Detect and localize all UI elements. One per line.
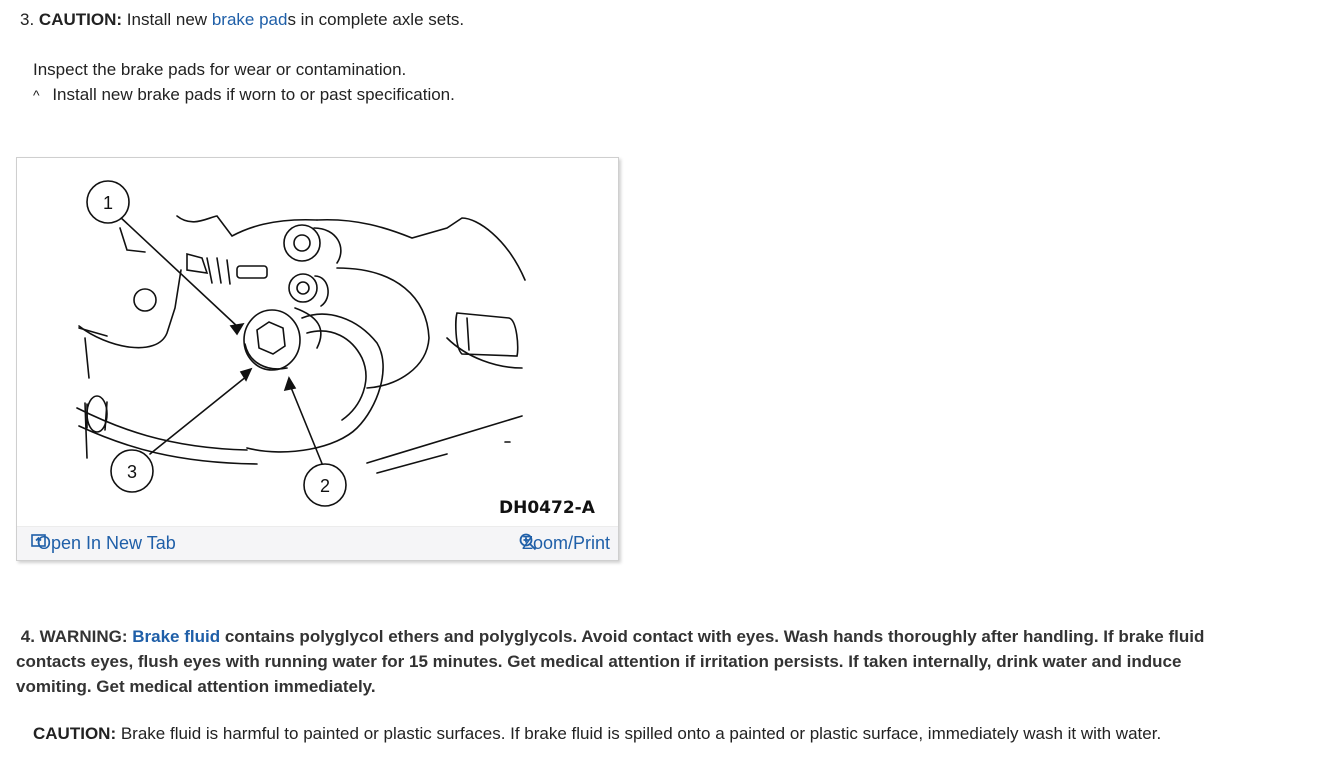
zoom-print-button[interactable] [519,533,610,554]
caret-marker: ^ [33,87,40,103]
open-in-new-tab-label: Open In New Tab [37,533,176,553]
figure-toolbar [17,526,618,560]
step-number: 3. [20,10,35,29]
figure-box [16,157,619,561]
step-4 [16,624,1256,699]
callout-1: 1 [102,193,114,213]
inspect-text: Inspect the brake pads for wear or contamination. [33,60,407,79]
brake-pad-link[interactable]: brake pad [211,10,288,29]
caution-text: Brake fluid is harmful to painted or plastic surfaces. If brake fluid is spilled onto a painted or plastic surface, immediately wash it with water. [120,724,1162,743]
caution-label: CAUTION: [33,724,117,743]
step-text: Install new [126,10,208,29]
warning-text: contains polyglycol ethers and polyglycols. Avoid contact with eyes. Wash hands thoroughly after handling. If brake fluid contacts eyes, flush eyes with running water for 15 minutes. Get medical attention if irritation persists. If taken internally, drink water and induce vomiting. Get medical attention immediately. [16,627,1205,696]
callout-2: 2 [319,476,331,496]
step-number: 4. [20,627,35,646]
callout-3: 3 [126,462,138,482]
install-text: Install new brake pads if worn to or past specification. [52,85,455,104]
brake-fluid-link[interactable]: Brake fluid [132,627,221,646]
caution-label: CAUTION: [38,10,123,29]
caution-brake-fluid [33,724,1161,744]
zoom-print-label: Zoom/Print [521,533,610,553]
warning-label: WARNING: [39,627,128,646]
brake-caliper-illustration [17,158,618,526]
open-in-new-tab-button[interactable] [31,533,176,554]
step-3 [20,10,464,30]
figure-id-label: DH0472-A [499,498,595,518]
install-item [33,85,455,105]
step-text-after: s in complete axle sets. [287,10,465,29]
